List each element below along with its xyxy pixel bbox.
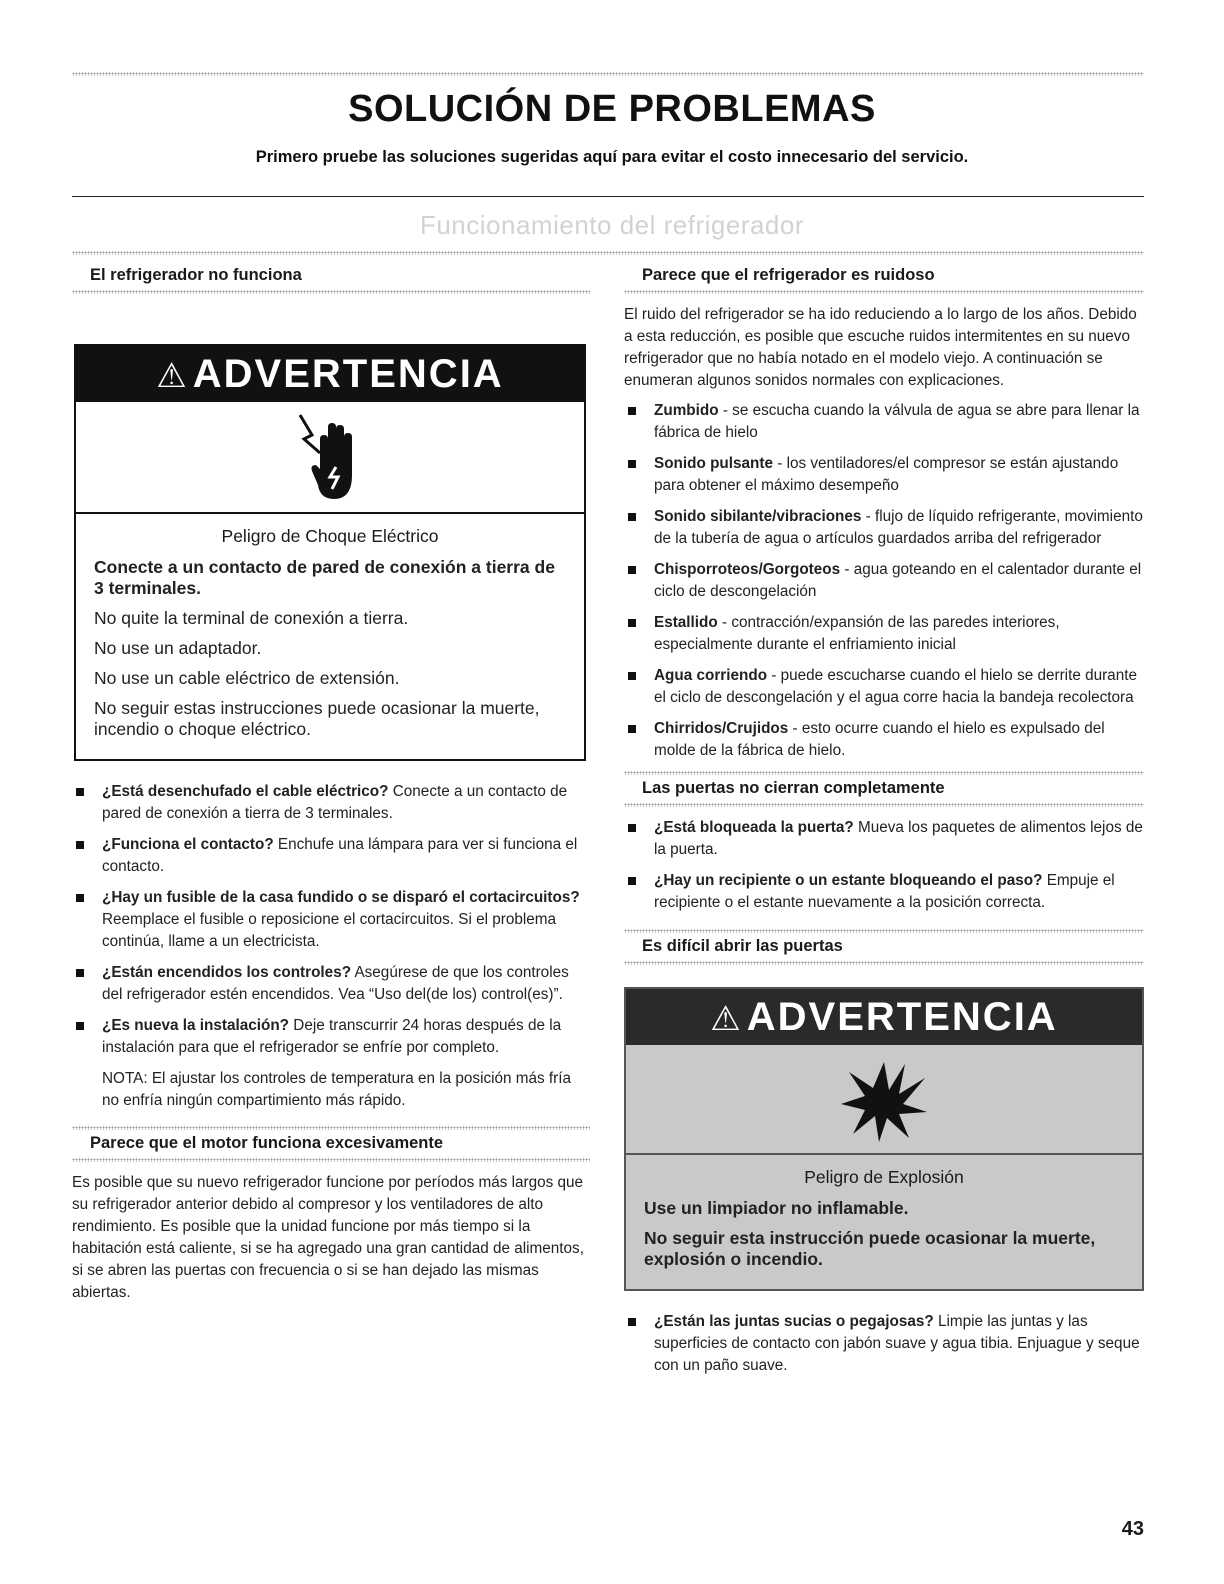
warning-line: No quite la terminal de conexión a tierra. [94, 608, 409, 628]
top-divider [72, 72, 1144, 76]
note-text: NOTA: El ajustar los controles de temperatura en la posición más fría no enfría ningún compartimiento más rápido. [102, 1070, 572, 1109]
list-item: ¿Hay un recipiente o un estante bloqueando el paso? Empuje el recipiente o el estante nuevamente a la posición correcta. [624, 870, 1144, 914]
subsection-divider [72, 1158, 590, 1162]
warning-line: No use un adaptador. [94, 638, 262, 658]
subsection-refrigerator-not-working [72, 262, 590, 294]
list-item: Estallido - contracción/expansión de las paredes interiores, especialmente durante el enfriamiento inicial [624, 612, 1144, 656]
list-item: ¿Está bloqueada la puerta? Mueva los paquetes de alimentos lejos de la puerta. [624, 817, 1144, 861]
list-item: Chirridos/Crujidos - esto ocurre cuando el hielo es expulsado del molde de la fábrica de hielo. [624, 718, 1144, 762]
list-item: Agua corriendo - puede escucharse cuando el hielo se derrite durante el ciclo de descongelación y el agua corre hacia la bandeja recolectora [624, 665, 1144, 709]
title-divider [72, 196, 1144, 197]
subsection-heading: El refrigerador no funciona [90, 266, 302, 284]
warning-line: No seguir esta instrucción puede ocasionar la muerte, explosión o incendio. [644, 1228, 1096, 1269]
list-item: Zumbido - se escucha cuando la válvula de agua se abre para llenar la fábrica de hielo [624, 400, 1144, 444]
noise-list [624, 400, 1144, 762]
subsection-heading: Parece que el motor funciona excesivamente [90, 1134, 444, 1152]
explosion-warning [624, 987, 1144, 1291]
list-item: ¿Hay un fusible de la casa fundido o se disparó el cortacircuitos? Reemplace el fusible o reposicione el cortacircuitos. Si el problema continúa, llame a un electricista. [72, 887, 590, 953]
subsection-motor-excessive [72, 1126, 590, 1162]
subsection-noisy [624, 262, 1144, 294]
list-item: ¿Están las juntas sucias o pegajosas? Limpie las juntas y las superficies de contacto con jabón suave y agua tibia. Enjuague y seque con un paño suave. [624, 1311, 1144, 1377]
warning-line: No use un cable eléctrico de extensión. [94, 668, 400, 688]
subsection-divider [624, 961, 1144, 965]
page-number: 43 [1121, 1518, 1144, 1540]
doors-checklist [624, 817, 1144, 914]
list-item: ¿Están encendidos los controles? Asegúrese de que los controles del refrigerador estén encendidos. Vea “Uso del(de los) control(es)”. [72, 962, 590, 1006]
warning-header: ⚠ ADVERTENCIA [76, 346, 584, 402]
warning-triangle-icon: ⚠ [710, 1000, 743, 1038]
section-title: Funcionamiento del refrigerador [419, 210, 805, 240]
subsection-doors-hard-to-open [624, 929, 1144, 965]
hard-to-open-checklist [624, 1311, 1144, 1377]
subsection-heading: Parece que el refrigerador es ruidoso [642, 266, 935, 284]
left-column [72, 262, 590, 1312]
list-item: Chisporroteos/Gorgoteos - agua goteando en el calentador durante el ciclo de descongelación [624, 559, 1144, 603]
subsection-divider [624, 803, 1144, 807]
not-working-checklist [72, 781, 590, 1059]
subsection-doors-not-closing [624, 771, 1144, 807]
explosion-icon [626, 1045, 1142, 1155]
list-item: Sonido sibilante/vibraciones - flujo de líquido refrigerante, movimiento de la tubería de agua o artículos guardados arriba del refrigerador [624, 506, 1144, 550]
subsection-divider [72, 290, 590, 294]
list-item: ¿Es nueva la instalación? Deje transcurrir 24 horas después de la instalación para que el refrigerador se enfríe por completo. [72, 1015, 590, 1059]
page-title: SOLUCIÓN DE PROBLEMAS [348, 88, 876, 130]
list-item: ¿Está desenchufado el cable eléctrico? Conecte a un contacto de pared de conexión a tierra de 3 terminales. [72, 781, 590, 825]
subsection-heading: Las puertas no cierran completamente [642, 779, 945, 797]
list-item: Sonido pulsante - los ventiladores/el compresor se están ajustando para obtener el máximo desempeño [624, 453, 1144, 497]
warning-line: Use un limpiador no inflamable. [644, 1198, 909, 1218]
subsection-divider [624, 290, 1144, 294]
warning-triangle-icon: ⚠ [156, 357, 189, 395]
page-subtitle: Primero pruebe las soluciones sugeridas aquí para evitar el costo innecesario del servicio. [255, 148, 969, 166]
subsection-heading: Es difícil abrir las puertas [642, 937, 843, 955]
warning-hazard-title: Peligro de Explosión [804, 1167, 964, 1187]
warning-line: No seguir estas instrucciones puede ocasionar la muerte, incendio o choque eléctrico. [94, 698, 540, 739]
motor-paragraph: Es posible que su nuevo refrigerador funcione por períodos más largos que su refrigerador anterior debido al compresor y los ventiladores de alto rendimiento. Es posible que la unidad funcione por más tiempo si la habitación está caliente, si se ha agregado una gran cantidad de alimentos, si se abren las puertas con frecuencia o si se han dejado las mismas abiertas. [72, 1174, 584, 1301]
noise-intro: El ruido del refrigerador se ha ido reduciendo a lo largo de los años. Debido a esta reducción, es posible que escuche ruidos intermitentes en su nuevo refrigerador que no había notado en el modelo viejo. A continuación se enumeran algunos sonidos normales con explicaciones. [624, 306, 1137, 389]
right-column [624, 262, 1144, 1386]
warning-line: Conecte a un contacto de pared de conexión a tierra de 3 terminales. [94, 557, 555, 598]
warning-hazard-title: Peligro de Choque Eléctrico [221, 526, 439, 546]
list-item: ¿Funciona el contacto? Enchufe una lámpara para ver si funciona el contacto. [72, 834, 590, 878]
warning-header: ⚠ ADVERTENCIA [626, 989, 1142, 1045]
electric-shock-icon [76, 402, 584, 514]
section-divider [72, 251, 1144, 255]
electric-shock-warning [74, 344, 586, 761]
